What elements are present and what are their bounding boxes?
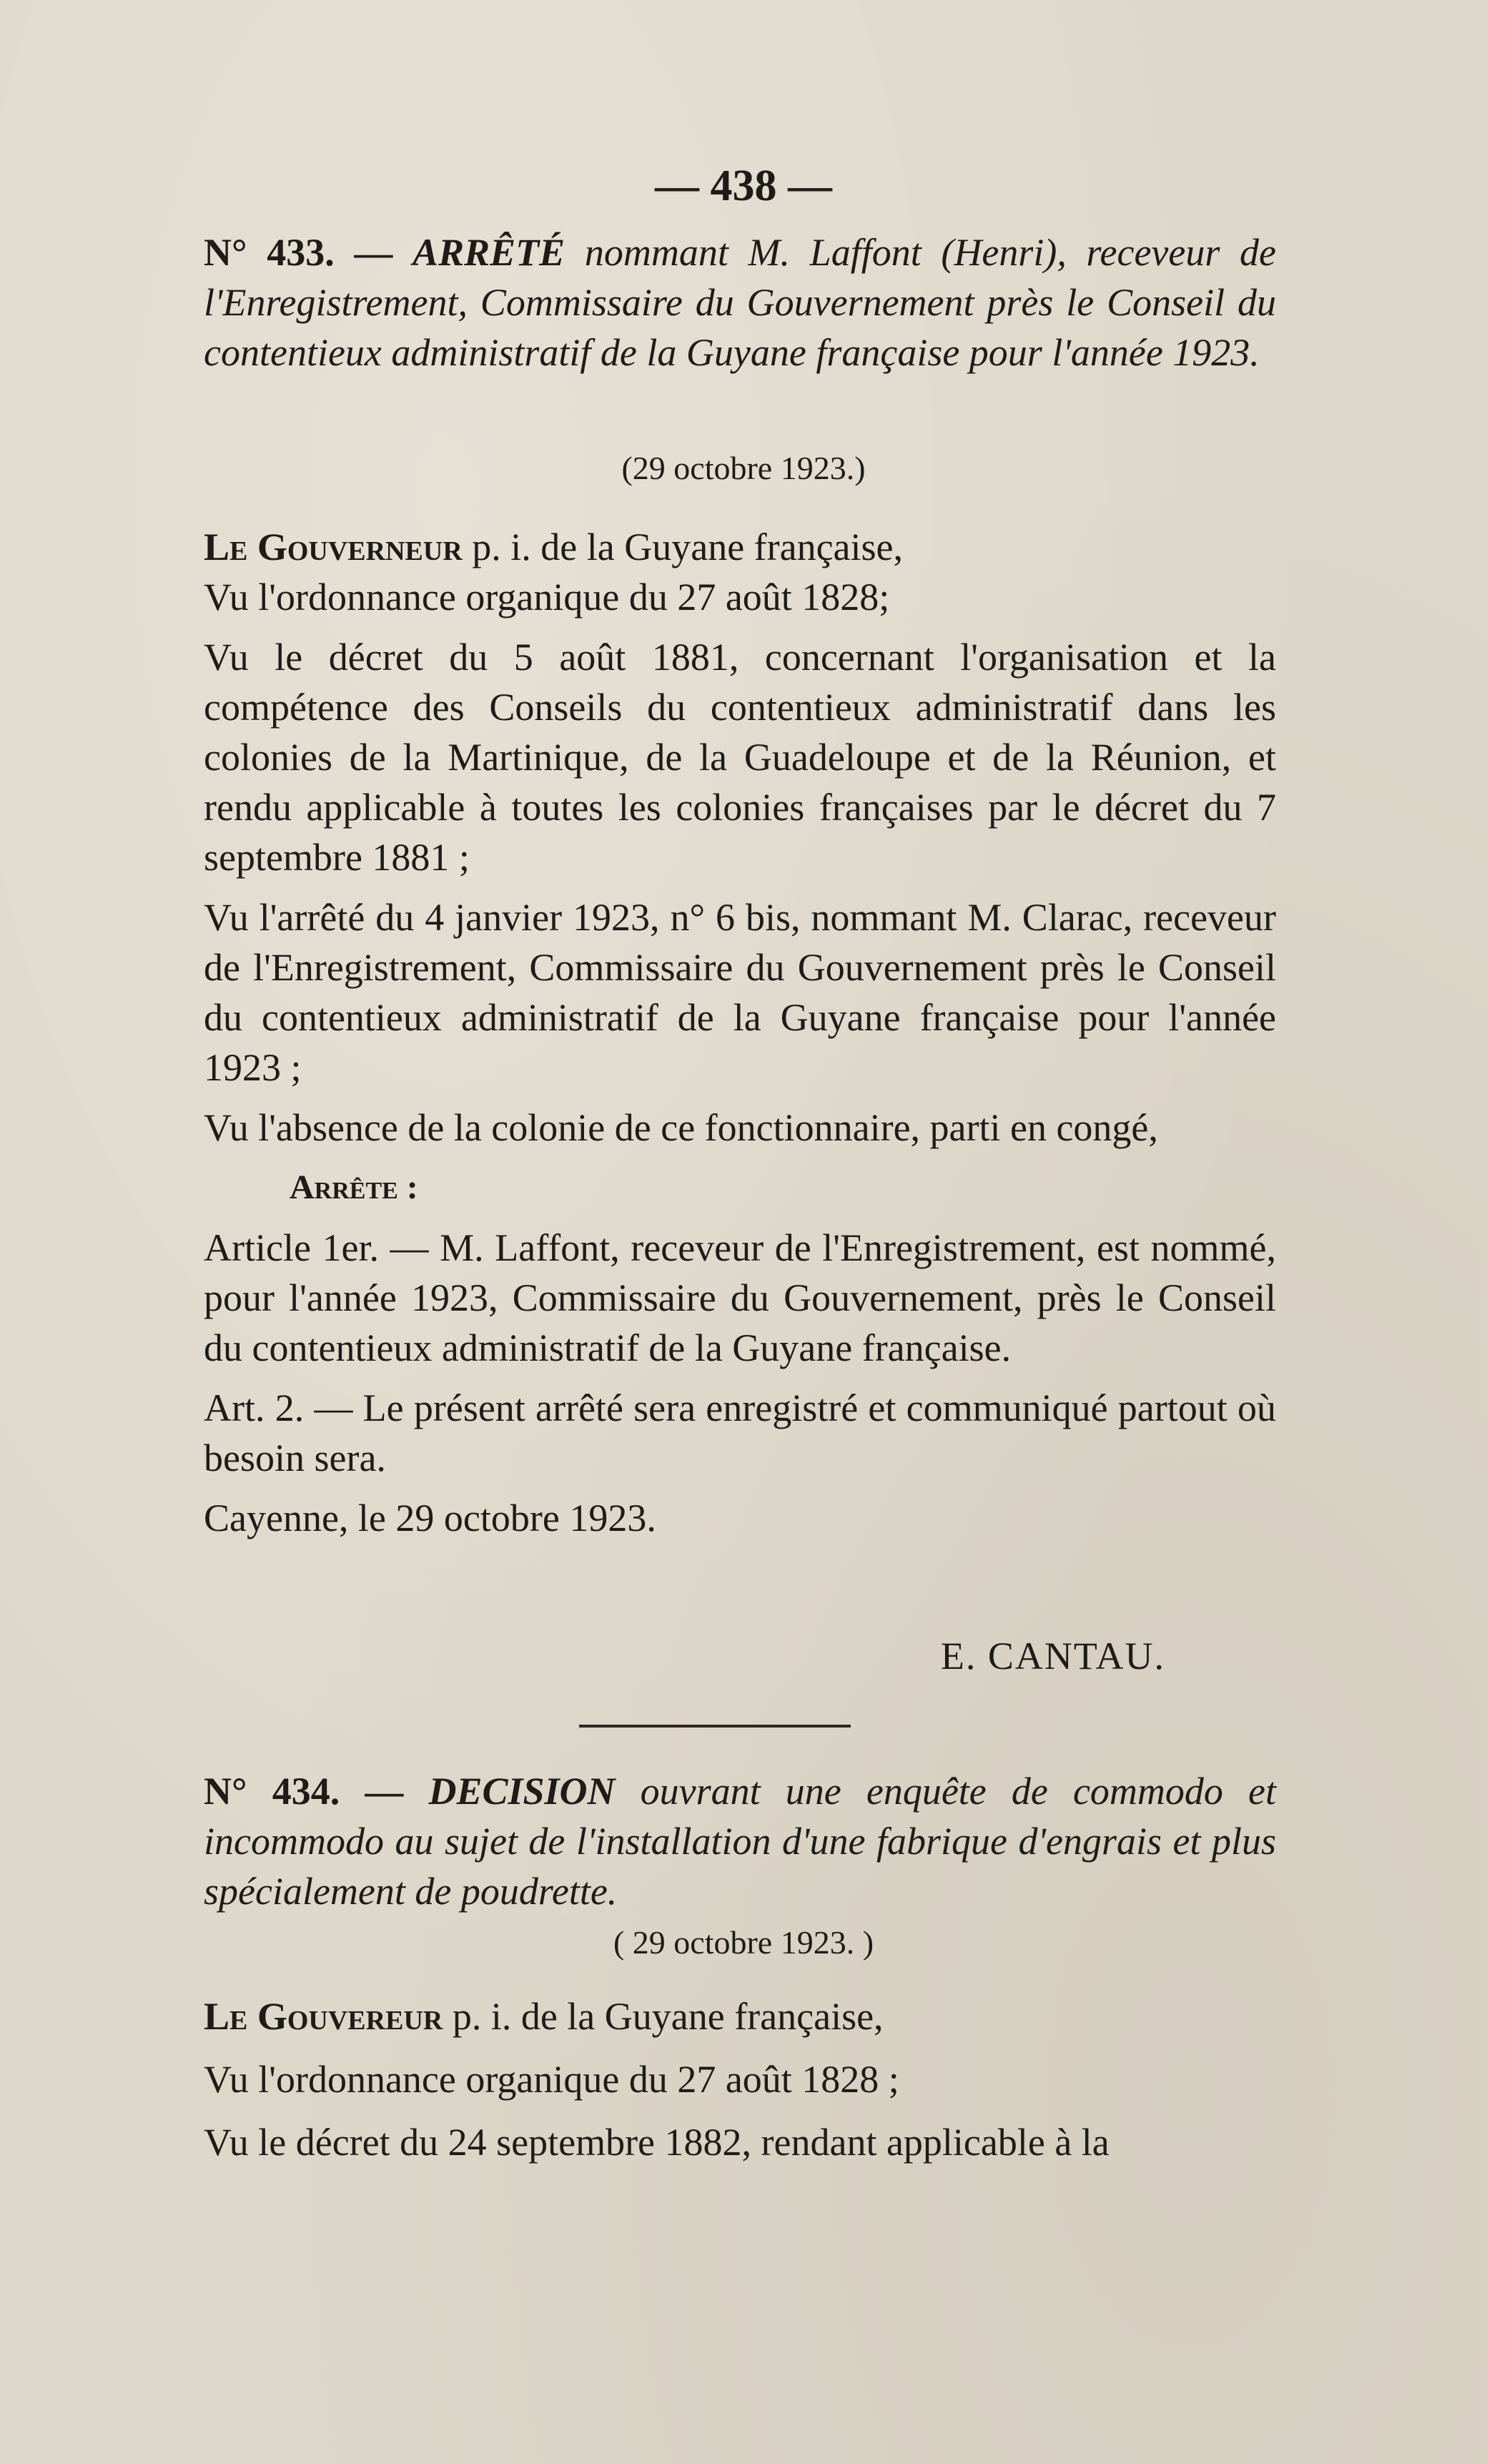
decree-433-governor: Le Gouverneur <box>204 526 463 568</box>
decree-433-body <box>204 522 1276 1543</box>
decree-433-arrete: Arrête : <box>290 1168 418 1206</box>
decree-434-number: N° 434. — <box>204 1770 404 1813</box>
decree-433-number: N° 433. — <box>204 231 393 274</box>
decree-434-governor: Le Gouvereur <box>204 1995 443 2038</box>
decree-433-governor-rest: p. i. de la Guyane française, <box>472 526 904 568</box>
decree-434-vu-1: Vu l'ordonnance organique du 27 août 1828 ; <box>204 2058 899 2101</box>
decree-433-vu-1: Vu l'ordonnance organique du 27 août 1828; <box>204 576 890 619</box>
decree-434-date: ( 29 octobre 1923. ) <box>613 1924 874 1961</box>
decree-433-article-1: Article 1er. — M. Laffont, receveur de l'Enregistrement, est nommé, pour l'année 1923, Commissaire du Gouvernement, près le Conseil du contentieux administratif de la Guyane française. <box>204 1226 1276 1369</box>
decree-433-place-date: Cayenne, le 29 octobre 1923. <box>204 1497 656 1539</box>
decree-434-heading <box>204 1766 1276 1916</box>
decree-434-type: DECISION <box>428 1770 616 1813</box>
decree-434-body <box>204 1991 1276 2167</box>
decree-433-heading <box>204 227 1276 378</box>
decree-434-governor-rest: p. i. de la Guyane française, <box>452 1995 884 2038</box>
decree-433-vu-4: Vu l'absence de la colonie de ce fonctionnaire, parti en congé, <box>204 1106 1158 1149</box>
decree-433-signature: E. CANTAU. <box>940 1635 1165 1677</box>
decree-433-vu-3: Vu l'arrêté du 4 janvier 1923, n° 6 bis, nommant M. Clarac, receveur de l'Enregistrement, Commissaire du Gouvernement près le Conseil du contentieux administratif de la Guyane française pour l'année 1923 ; <box>204 896 1276 1089</box>
decree-433-article-2: Art. 2. — Le présent arrêté sera enregistré et communiqué partout où besoin sera. <box>204 1386 1276 1479</box>
decree-434-title: ouvrant une enquête de commodo et incommodo au sujet de l'installation d'une fabrique d'engrais et plus spécialement de poudrette. <box>204 1770 1277 1913</box>
decree-433-title: nommant M. Laffont (Henri), receveur de l'Enregistrement, Commissaire du Gouvernement près le Conseil du contentieux administratif de la Guyane française pour l'année 1923. <box>204 231 1277 374</box>
section-divider <box>579 1725 851 1728</box>
decree-434-vu-2: Vu le décret du 24 septembre 1882, rendant applicable à la <box>204 2121 1110 2164</box>
decree-433-vu-2: Vu le décret du 5 août 1881, concernant l'organisation et la compétence des Conseils du contentieux administratif dans les colonies de la Martinique, de la Guadeloupe et de la Réunion, et rendu applicable à toutes les colonies françaises par le décret du 7 septembre 1881 ; <box>204 636 1276 879</box>
page-number: — 438 — <box>655 162 832 210</box>
decree-433-type: ARRÊTÉ <box>412 231 565 274</box>
decree-433-date: (29 octobre 1923.) <box>621 450 866 486</box>
